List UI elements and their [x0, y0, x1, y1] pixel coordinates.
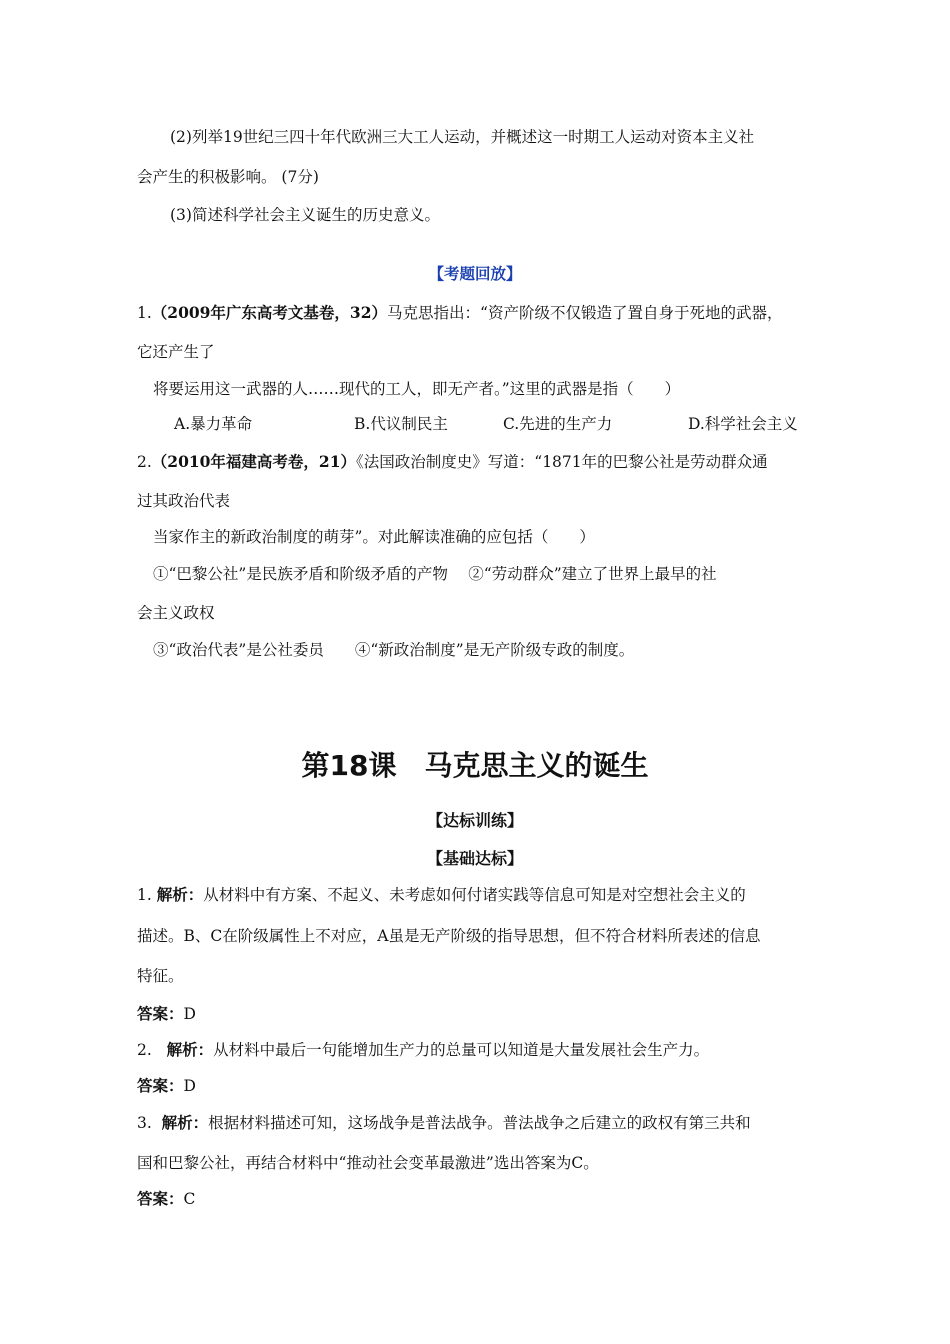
question-3-line: (3)简述科学社会主义诞生的历史意义。 [170, 206, 440, 224]
item-1-text: 从材料中有方案、不起义、未考虑如何付诸实践等信息可知是对空想社会主义的 [203, 886, 746, 904]
review-q2-line4: ①“巴黎公社”是民族矛盾和阶级矛盾的产物 ②“劳动群众”建立了世界上最早的社 [153, 565, 717, 583]
item-1-answer [137, 1004, 196, 1024]
review-q1-text: 马克思指出：“资产阶级不仅锻造了置自身于死地的武器， [387, 304, 783, 322]
review-heading: 【考题回放】 [428, 264, 522, 283]
review-q2-number: 2. [137, 453, 152, 471]
item-2-label: 解析： [166, 1040, 214, 1059]
option-c: C.先进的生产力 [503, 415, 613, 433]
item-3-number: 3. [137, 1114, 152, 1132]
item-3-line2: 国和巴黎公社，再结合材料中“推动社会变革最激进”选出答案为C。 [137, 1154, 599, 1172]
review-q2-text: 《法国政治制度史》写道：“1871年的巴黎公社是劳动群众通 [356, 453, 768, 471]
review-q1-line2: 它还产生了 [137, 343, 215, 361]
item-2-answer-value: D [183, 1077, 196, 1095]
item-3-answer [137, 1189, 195, 1209]
review-q1-line1 [137, 303, 782, 323]
item-1-answer-label: 答案： [137, 1004, 184, 1023]
item-3-answer-label: 答案： [137, 1189, 184, 1208]
review-q2-line2: 过其政治代表 [137, 492, 231, 510]
item-3-line1 [137, 1113, 751, 1133]
item-3-answer-value: C [183, 1190, 196, 1208]
item-2-answer [137, 1076, 196, 1096]
option-a: A.暴力革命 [174, 415, 253, 433]
question-2-line2: 会产生的积极影响。 (7分) [137, 168, 319, 186]
review-q2-line3: 当家作主的新政治制度的萌芽”。对此解读准确的应包括（ ） [153, 528, 595, 546]
review-q2-line6: ③“政治代表”是公社委员 ④“新政治制度”是无产阶级专政的制度。 [153, 641, 635, 659]
item-3-label: 解析： [161, 1113, 209, 1132]
item-1-label: 解析： [156, 885, 204, 904]
review-q2-line1 [137, 452, 768, 472]
item-1-number: 1. [137, 886, 152, 904]
item-2-text: 从材料中最后一句能增加生产力的总量可以知道是大量发展社会生产力。 [213, 1041, 710, 1059]
item-1-line3: 特征。 [137, 967, 184, 985]
item-1-answer-value: D [183, 1005, 196, 1023]
review-q2-source: （2010年福建高考卷，21） [151, 452, 357, 471]
review-q2-line5: 会主义政权 [137, 604, 215, 622]
basic-heading: 【基础达标】 [426, 849, 523, 868]
item-2-number: 2. [137, 1041, 152, 1059]
review-q1-source: （2009年广东高考文基卷，32） [151, 303, 388, 322]
review-q1-line3: 将要运用这一武器的人……现代的工人，即无产者。”这里的武器是指（ ） [153, 380, 681, 398]
item-1-line1 [137, 885, 746, 905]
item-2-line1 [137, 1040, 709, 1060]
option-d: D.科学社会主义 [688, 415, 798, 433]
item-2-answer-label: 答案： [137, 1076, 184, 1095]
question-2-line1: (2)列举19世纪三四十年代欧洲三大工人运动，并概述这一时期工人运动对资本主义社 [170, 128, 755, 146]
item-3-text: 根据材料描述可知，这场战争是普法战争。普法战争之后建立的政权有第三共和 [208, 1114, 751, 1132]
option-b: B.代议制民主 [354, 415, 448, 433]
training-heading: 【达标训练】 [426, 811, 523, 830]
review-q1-number: 1. [137, 304, 152, 322]
item-1-line2: 描述。B、C在阶级属性上不对应，A虽是无产阶级的指导思想，但不符合材料所表述的信息 [137, 927, 761, 945]
lesson-title: 第18课 马克思主义的诞生 [301, 749, 649, 782]
